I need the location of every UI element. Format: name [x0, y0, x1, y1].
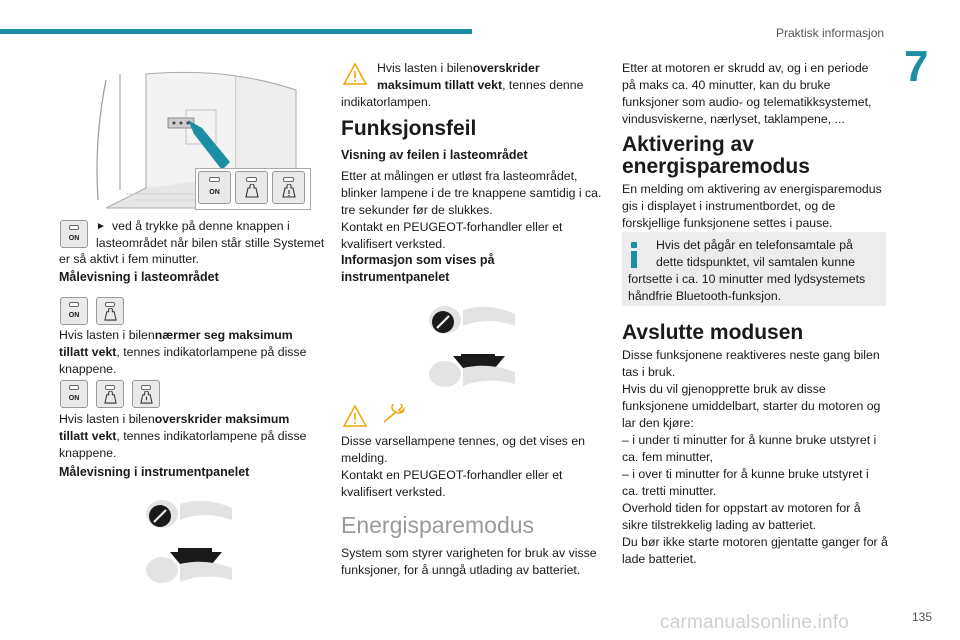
- near-max-text: tillatt vekt, tennes indikatorlampene på disse: [59, 345, 307, 359]
- section-title: Praktisk informasjon: [776, 26, 885, 40]
- heading-aktivering: Aktivering av: [622, 133, 754, 156]
- body-text: Disse funksjonene reaktiveres neste gang bilen: [622, 348, 880, 362]
- info-text: fortsette i ca. 10 minutter med lydsystemets: [628, 272, 866, 286]
- on-button-icon: ON: [60, 220, 88, 248]
- page-number: 135: [912, 610, 933, 624]
- arrow-icon: ►: [96, 221, 106, 232]
- warning-icon: [342, 62, 368, 91]
- fault-text: tre sekunder før de slukkes.: [341, 203, 493, 217]
- on-button-lit-icon: ON: [60, 297, 88, 325]
- list-item: – i over ti minutter for å kunne bruke utstyret i: [622, 467, 869, 481]
- body-text: Etter at motoren er skrudd av, og i en periode: [622, 61, 869, 75]
- warning-text: indikatorlampen.: [341, 95, 432, 109]
- body-text: Du bør ikke starte motoren gjentatte ganger for å: [622, 535, 888, 549]
- fault-text: kvalifisert verksted.: [341, 237, 446, 251]
- header-accent-bar: [0, 29, 472, 34]
- body-text: Overhold tiden for oppstart av motoren for å: [622, 501, 861, 515]
- near-max-text: knappene.: [59, 362, 117, 376]
- body-text: forskjellige funksjonene settes i pause.: [622, 216, 833, 230]
- body-text: lade batteriet.: [622, 552, 697, 566]
- instrument-panel-gauge-illustration: [140, 490, 240, 590]
- on-button-illustration: ON: [198, 171, 231, 204]
- heading-info-panel: Informasjon som vises på: [341, 253, 495, 267]
- energy-text: funksjoner, for å unngå utlading av batteriet.: [341, 563, 581, 577]
- heading-energisparemodus: Energisparemodus: [341, 512, 535, 538]
- body-text: Hvis du vil gjenopprette bruk av disse: [622, 382, 826, 396]
- body-text: En melding om aktivering av energisparemodus: [622, 182, 882, 196]
- intro-text: lasteområdet når bilen står stille Systemet: [96, 236, 325, 250]
- heading-info-panel: instrumentpanelet: [341, 270, 450, 284]
- heading-avslutte: Avslutte modusen: [622, 321, 804, 344]
- body-text: funksjonene umiddelbart, starter du motoren og: [622, 399, 881, 413]
- lamps-text: kvalifisert verksted.: [341, 485, 446, 499]
- overload-button-lit-icon: [132, 380, 160, 408]
- lamps-text: melding.: [341, 451, 388, 465]
- info-text: dette tidspunktet, vil samtalen kunne: [656, 255, 855, 269]
- warning-text: Hvis lasten i bilenoverskrider: [377, 61, 540, 75]
- fault-text: blinker lampene i de tre knappene samtidig i ca.: [341, 186, 602, 200]
- info-text: håndfrie Bluetooth-funksjon.: [628, 289, 782, 303]
- body-text: på maks ca. 40 minutter, kan du bruke: [622, 78, 831, 92]
- weight-button-lit-icon: [96, 297, 124, 325]
- info-box: [622, 232, 886, 306]
- intro-text: er så aktivt i fem minutter.: [59, 252, 200, 266]
- wrench-icon: [382, 404, 408, 429]
- watermark: carmanualsonline.info: [660, 612, 850, 633]
- heading-visning: Visning av feilen i lasteområdet: [341, 148, 528, 162]
- weight-button-illustration: [235, 171, 268, 204]
- overload-button-illustration: [272, 171, 305, 204]
- heading-instrument-panel: Målevisning i instrumentpanelet: [59, 465, 250, 479]
- body-text: lar den kjøre:: [622, 416, 694, 430]
- over-max-text: knappene.: [59, 446, 117, 460]
- list-item: ca. fem minutter,: [622, 450, 713, 464]
- list-item: ca. tretti minutter.: [622, 484, 717, 498]
- body-text: tas i bruk.: [622, 365, 676, 379]
- lamps-text: Kontakt en PEUGEOT-forhandler eller et: [341, 468, 563, 482]
- lamps-text: Disse varsellampene tennes, og det vises en: [341, 434, 586, 448]
- body-text: gis i displayet i instrumentbordet, og de: [622, 199, 836, 213]
- info-text: Hvis det pågår en telefonsamtale på: [656, 238, 853, 252]
- chapter-number: 7: [904, 42, 929, 91]
- over-max-text: Hvis lasten i bilenoverskrider maksimum: [59, 412, 290, 426]
- warning-text: maksimum tillatt vekt, tennes denne: [377, 78, 584, 92]
- body-text: vindusviskerne, nærlyset, taklampene, ...: [622, 112, 845, 126]
- body-text: funksjoner som audio- og telematikksystemet,: [622, 95, 872, 109]
- list-item: – i under ti minutter for å kunne bruke utstyret i: [622, 433, 877, 447]
- weight-button-lit-icon: [96, 380, 124, 408]
- over-max-text: tillatt vekt, tennes indikatorlampene på disse: [59, 429, 307, 443]
- intro-text: ved å trykke på denne knappen i: [112, 219, 290, 233]
- instrument-panel-gauge-illustration: [423, 296, 523, 396]
- fault-text: Etter at målingen er utløst fra lasteområdet,: [341, 169, 578, 183]
- near-max-text: Hvis lasten i bilennærmer seg maksimum: [59, 328, 293, 342]
- fault-text: Kontakt en PEUGEOT-forhandler eller et: [341, 220, 563, 234]
- on-button-lit-icon: ON: [60, 380, 88, 408]
- warning-icon: [342, 404, 368, 433]
- body-text: sikre tilstrekkelig lading av batteriet.: [622, 518, 817, 532]
- heading-funksjonsfeil: Funksjonsfeil: [341, 117, 477, 140]
- energy-text: System som styrer varigheten for bruk av visse: [341, 546, 597, 560]
- info-icon: [630, 242, 638, 268]
- heading-load-area: Målevisning i lasteområdet: [59, 270, 219, 284]
- heading-aktivering: energisparemodus: [622, 155, 810, 178]
